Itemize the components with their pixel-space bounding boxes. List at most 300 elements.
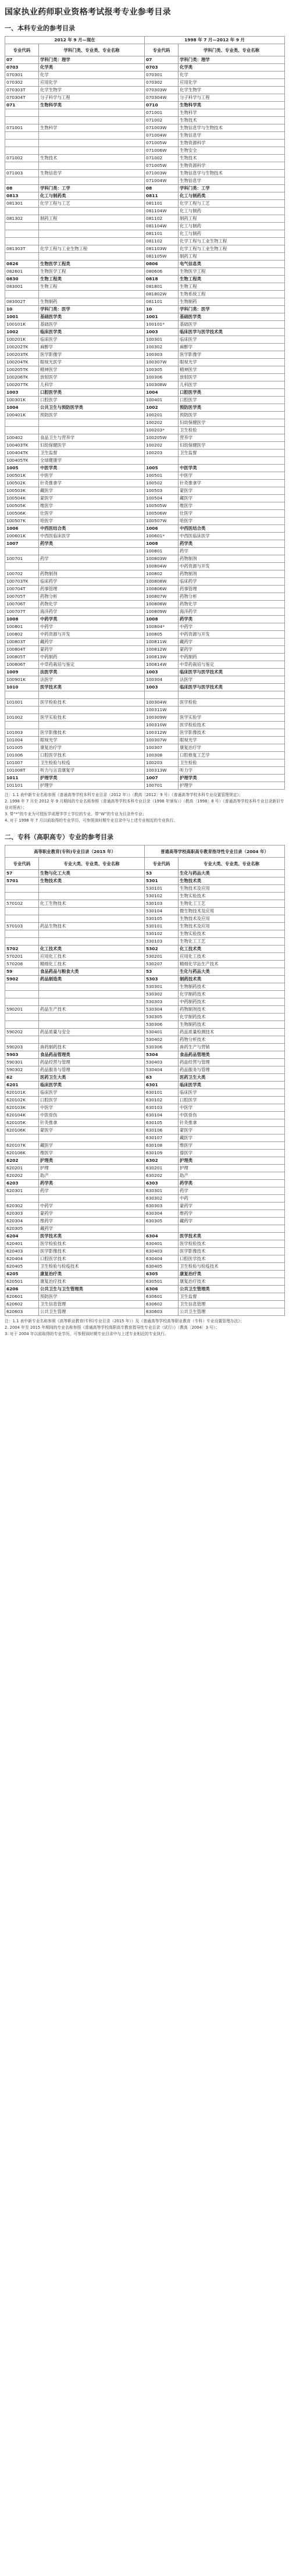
left-name-cell <box>39 991 145 998</box>
left-code-cell: 6205 <box>5 1271 39 1278</box>
right-code-cell: 5304 <box>145 1051 179 1059</box>
right-name-cell: 学科门类：工学 <box>179 185 285 192</box>
right-name-cell: 护理 <box>179 1165 285 1172</box>
table-row <box>5 654 285 661</box>
right-code-cell: 100504 <box>145 495 179 502</box>
right-code-cell: 530102 <box>145 930 179 938</box>
left-code-cell: 100206TK <box>5 374 39 381</box>
table-row <box>5 87 285 94</box>
right-name-cell: 卫生检验 <box>179 427 285 434</box>
right-name-cell: 口腔修复工艺学 <box>179 752 285 759</box>
right-code-cell: 1001 <box>145 313 179 321</box>
left-name-cell: 中药学 <box>39 1203 145 1210</box>
right-name-cell: 营养学 <box>179 434 285 442</box>
right-name-cell: 医学检验技术 <box>179 1240 285 1248</box>
right-code-cell: 100801 <box>145 548 179 555</box>
left-code-cell <box>5 915 39 923</box>
left-name-cell: 藏药学 <box>39 1225 145 1233</box>
left-name-cell <box>39 548 145 555</box>
left-name-cell <box>39 691 145 699</box>
right-code-cell: 071004W <box>145 177 179 185</box>
right-name-cell: 生物制药 <box>179 298 285 306</box>
right-name-cell: 生物技术及应用 <box>179 923 285 930</box>
left-code-cell: 620106K <box>5 1127 39 1134</box>
left-name-cell: 生物医学工程 <box>39 268 145 276</box>
right-code-cell: 100203 <box>145 759 179 767</box>
right-name-cell: 卫生信息管理 <box>179 1301 285 1308</box>
right-name-cell: 化学工程与工业生物工程 <box>179 245 285 253</box>
right-name-cell: 预防医学类 <box>179 404 285 412</box>
left-name-cell: 眼视光学 <box>39 737 145 744</box>
left-name-cell: 中药学 <box>39 623 145 631</box>
table-row <box>5 1271 285 1278</box>
right-code-cell: 53 <box>145 870 179 877</box>
right-name-cell: 医药卫生大类 <box>179 1074 285 1082</box>
right-code-cell: 530207 <box>145 961 179 968</box>
table-row <box>5 457 285 465</box>
left-name-cell: 中药制药 <box>39 654 145 661</box>
left-name-cell: 分子科学与工程 <box>39 94 145 102</box>
right-name-cell: 基础医学 <box>179 321 285 329</box>
left-name-cell <box>39 140 145 147</box>
right-name-cell <box>179 707 285 714</box>
right-name-cell: 藏医学 <box>179 1134 285 1142</box>
column-header-name: 学科门类、专业类、专业名称 <box>39 44 145 56</box>
left-name-cell: 维药学 <box>39 1218 145 1225</box>
table-row <box>5 1029 285 1036</box>
left-code-cell: 100805T <box>5 654 39 661</box>
table-row <box>5 1240 285 1248</box>
right-name-cell: 医学影像技术 <box>179 729 285 737</box>
left-code-cell <box>5 908 39 915</box>
right-code-cell: 530101 <box>145 885 179 893</box>
left-name-cell: 听力与言语康复学 <box>39 767 145 775</box>
right-code-cell: 5303 <box>145 976 179 983</box>
left-name-cell: 学科门类：理学 <box>39 56 145 64</box>
right-code-cell: 1008 <box>145 540 179 548</box>
note-line: 3. 对于 2004 年以前取得的专业学历，可参照该时期专业目录中与上述专业相近的专业执行。 <box>5 1332 169 1336</box>
right-code-cell: 63 <box>145 1074 179 1082</box>
left-name-cell <box>39 998 145 1006</box>
left-name-cell: 化工生物技术 <box>39 900 145 908</box>
left-name-cell: 卫生检验与检疫技术 <box>39 1263 145 1271</box>
right-name-cell: 生物化工工艺 <box>179 938 285 946</box>
right-code-cell: 530306 <box>145 1044 179 1051</box>
right-name-cell: 生化与药品大类 <box>179 870 285 877</box>
right-name-cell: 化学制药技术 <box>179 1014 285 1021</box>
table-row <box>5 684 285 691</box>
left-name-cell: 药品生产技术 <box>39 1006 145 1014</box>
left-code-cell: 620202 <box>5 1172 39 1180</box>
left-code-cell: 5902 <box>5 976 39 983</box>
table-row <box>5 185 285 192</box>
left-code-cell: 100901K <box>5 676 39 684</box>
table-row <box>5 1187 285 1195</box>
right-name-cell: 生物工程 <box>179 283 285 291</box>
left-name-cell: 中西医结合类 <box>39 525 145 533</box>
right-code-cell: 070302 <box>145 79 179 87</box>
right-code-cell: 100304W <box>145 699 179 707</box>
table-row <box>5 540 285 548</box>
left-code-cell: 62 <box>5 1074 39 1082</box>
right-name-cell: 中药 <box>179 1195 285 1203</box>
left-code-cell: 100801 <box>5 623 39 631</box>
left-code-cell: 100803T <box>5 638 39 646</box>
left-code-cell: 100601K <box>5 533 39 540</box>
table-row <box>5 1142 285 1150</box>
left-name-cell: 预防医学 <box>39 412 145 419</box>
table-row <box>5 434 285 442</box>
right-code-cell: 530305 <box>145 1014 179 1021</box>
table-row <box>5 525 285 533</box>
right-code-cell <box>145 457 179 465</box>
right-name-cell: 中药制药 <box>179 654 285 661</box>
table-row <box>5 64 285 72</box>
left-name-cell: 基础医学 <box>39 321 145 329</box>
left-code-cell: 0830 <box>5 276 39 283</box>
left-code-cell <box>5 1036 39 1044</box>
table-row <box>5 870 285 877</box>
table-row <box>5 94 285 102</box>
left-name-cell: 药物分析 <box>39 593 145 601</box>
table-row <box>5 109 285 117</box>
left-name-cell: 药事管理 <box>39 586 145 593</box>
table-row <box>5 699 285 707</box>
right-name-cell: 生物实验技术 <box>179 893 285 900</box>
table-row <box>5 245 285 253</box>
column-header-name: 专业大类、专业类、专业名称 <box>39 858 145 870</box>
right-name-cell: 医学检验技术 <box>179 722 285 729</box>
left-code-cell: 1010 <box>5 684 39 691</box>
table-row <box>5 1150 285 1157</box>
right-code-cell: 100201 <box>145 412 179 419</box>
right-name-cell: 中医学 <box>179 1104 285 1112</box>
right-name-cell: 化工与制药 <box>179 230 285 238</box>
left-code-cell: 101101 <box>5 782 39 790</box>
right-name-cell: 药品质量检测技术 <box>179 1029 285 1036</box>
table-row <box>5 991 285 998</box>
right-code-cell: 100811W <box>145 638 179 646</box>
right-code-cell: 630201 <box>145 1165 179 1172</box>
table-row <box>5 586 285 593</box>
left-code-cell <box>5 1014 39 1021</box>
left-name-cell: 口腔医学 <box>39 1097 145 1104</box>
left-name-cell: 法医学 <box>39 676 145 684</box>
right-name-cell: 化工技术类 <box>179 946 285 953</box>
left-code-cell <box>5 223 39 230</box>
left-name-cell: 口腔医学类 <box>39 389 145 397</box>
left-code-cell: 101005 <box>5 744 39 752</box>
left-code-cell <box>5 253 39 261</box>
right-name-cell: 生物化工工艺 <box>179 900 285 908</box>
left-name-cell: 眼视光医学 <box>39 359 145 366</box>
right-code-cell: 071002 <box>145 117 179 124</box>
left-code-cell <box>5 230 39 238</box>
right-name-cell <box>179 457 285 465</box>
table-row <box>5 480 285 487</box>
left-name-cell: 生物与化工大类 <box>39 870 145 877</box>
table-row <box>5 147 285 155</box>
right-name-cell: 卫生监督 <box>179 449 285 457</box>
left-code-cell <box>5 1021 39 1029</box>
table-row <box>5 374 285 381</box>
right-code-cell: 100601* <box>145 533 179 540</box>
right-name-cell: 药学类 <box>179 540 285 548</box>
left-code-cell: 083002T <box>5 298 39 306</box>
right-code-cell: 100804* <box>145 623 179 631</box>
table-row <box>5 215 285 223</box>
right-name-cell: 学科门类：理学 <box>179 56 285 64</box>
page-title: 国家执业药师职业资格考试报考专业参考目录 <box>5 8 171 17</box>
right-name-cell: 法医学 <box>179 676 285 684</box>
left-name-cell <box>39 1134 145 1142</box>
right-code-cell: 071003W <box>145 170 179 177</box>
right-code-cell: 081103W <box>145 245 179 253</box>
right-name-cell: 生物信息学 <box>179 177 285 185</box>
left-name-cell: 精神医学 <box>39 366 145 374</box>
right-name-cell: 临床医学与医学技术类 <box>179 669 285 676</box>
table-row <box>5 412 285 419</box>
right-code-cell: 100313W <box>145 767 179 775</box>
table-row <box>5 276 285 283</box>
right-name-cell: 电气信息类 <box>179 261 285 268</box>
right-name-cell: 化学类 <box>179 64 285 72</box>
left-code-cell: 620302 <box>5 1203 39 1210</box>
right-code-cell: 100814W <box>145 661 179 669</box>
left-name-cell: 壮医学 <box>39 510 145 518</box>
left-code-cell: 100506K <box>5 510 39 518</box>
left-code-cell: 1009 <box>5 669 39 676</box>
right-name-cell: 生物科学 <box>179 109 285 117</box>
table-row <box>5 253 285 261</box>
left-code-cell: 100203TK <box>5 351 39 359</box>
right-code-cell: 100812W <box>145 646 179 654</box>
right-code-cell: 530103 <box>145 938 179 946</box>
table-row <box>5 661 285 669</box>
table-row <box>5 155 285 162</box>
left-code-cell <box>5 427 39 434</box>
right-name-cell: 哈医学 <box>179 518 285 525</box>
left-code-cell: 10 <box>5 306 39 313</box>
left-code-cell: 6202 <box>5 1157 39 1165</box>
section2-notes <box>5 1318 284 1337</box>
left-code-cell: 570103 <box>5 923 39 930</box>
left-code-cell: 1006 <box>5 525 39 533</box>
table-row <box>5 465 285 472</box>
left-code-cell: 101004 <box>5 737 39 744</box>
left-name-cell: 蒙医学 <box>39 495 145 502</box>
right-name-cell: 生物资源科学 <box>179 162 285 170</box>
left-code-cell: 101003 <box>5 729 39 737</box>
right-name-cell: 生物系统工程 <box>179 291 285 298</box>
right-name-cell: 蒙药学 <box>179 1203 285 1210</box>
table-row <box>5 1021 285 1029</box>
left-name-cell: 预防医学 <box>39 1293 145 1301</box>
left-name-cell: 化学类 <box>39 64 145 72</box>
right-name-cell: 医学实验学 <box>179 714 285 722</box>
left-name-cell: 中草药栽培与鉴定 <box>39 661 145 669</box>
right-code-cell: 080606 <box>145 268 179 276</box>
right-code-cell: 0806 <box>145 261 179 268</box>
left-code-cell: 590301 <box>5 1059 39 1066</box>
left-code-cell: 590201 <box>5 1006 39 1014</box>
right-code-cell: 530102 <box>145 893 179 900</box>
left-code-cell: 1008 <box>5 616 39 623</box>
section1-title: 一、本科专业的参考目录 <box>5 24 75 32</box>
right-code-cell: 6306 <box>145 1286 179 1293</box>
table-row <box>5 449 285 457</box>
table-row <box>5 961 285 968</box>
right-name-cell <box>179 1225 285 1233</box>
table-row <box>5 313 285 321</box>
left-name-cell: 医学影像学 <box>39 351 145 359</box>
right-name-cell: 药物分析 <box>179 593 285 601</box>
right-name-cell: 中医学类 <box>179 465 285 472</box>
right-name-cell: 卫生检验与检疫技术 <box>179 1263 285 1271</box>
right-code-cell: 1006 <box>145 525 179 533</box>
right-name-cell: 生物信息学与生物技术 <box>179 170 285 177</box>
right-code-cell: 630405 <box>145 1263 179 1271</box>
left-name-cell <box>39 132 145 140</box>
right-name-cell: 儿科医学 <box>179 381 285 389</box>
right-code-cell: 081101 <box>145 200 179 208</box>
left-code-cell: 100205TK <box>5 366 39 374</box>
note-line: 2. 1998 年 7 月至 2012 年 9 月期间的专业名称参照《普通高等学校本科专业目录（1998 年颁布）》（教高〔1998〕8 号）《普通高等学校本科专业目录新旧专业对照表》； <box>5 799 284 810</box>
left-name-cell: 药物化学 <box>39 601 145 608</box>
right-code-cell: 100701 <box>145 782 179 790</box>
table-row <box>5 1044 285 1051</box>
right-code-cell: 630103 <box>145 1104 179 1112</box>
left-name-cell: 中医骨伤 <box>39 1112 145 1119</box>
table-row <box>5 1308 285 1316</box>
right-code-cell: 100202 <box>145 419 179 427</box>
right-name-cell: 医学影像学 <box>179 351 285 359</box>
right-name-cell: 傣医学 <box>179 1150 285 1157</box>
left-code-cell: 101007 <box>5 759 39 767</box>
right-name-cell: 眼视光学 <box>179 737 285 744</box>
right-code-cell: 530306 <box>145 1021 179 1029</box>
left-name-cell: 公共卫生与预防医学类 <box>39 404 145 412</box>
left-code-cell: 101001 <box>5 699 39 707</box>
right-code-cell: 100802 <box>145 570 179 578</box>
left-name-cell: 针灸推拿学 <box>39 480 145 487</box>
right-name-cell: 维医学 <box>179 1142 285 1150</box>
right-name-cell: 药物制剂技术 <box>179 1006 285 1014</box>
table-row <box>5 1036 285 1044</box>
right-name-cell: 口腔医学 <box>179 397 285 404</box>
table-row <box>5 623 285 631</box>
right-code-cell: 071005W <box>145 162 179 170</box>
note-line: 3. 带“*”的专业为可授医学或理学学士学位的专业。带“W”的专业为目录外专业； <box>5 812 147 816</box>
left-name-cell: 药学 <box>39 555 145 563</box>
table-row <box>5 1248 285 1255</box>
left-code-cell <box>5 930 39 938</box>
table-row <box>5 1225 285 1233</box>
right-name-cell: 中西医结合类 <box>179 525 285 533</box>
table-row <box>5 885 285 893</box>
left-name-cell: 公共卫生与卫生管理类 <box>39 1286 145 1293</box>
right-code-cell: 100101* <box>145 321 179 329</box>
right-code-cell: 630108 <box>145 1142 179 1150</box>
left-name-cell <box>39 563 145 570</box>
left-code-cell: 620303 <box>5 1210 39 1218</box>
right-name-cell: 药学 <box>179 548 285 555</box>
right-name-cell: 药品经营与管理 <box>179 1059 285 1066</box>
column-header-name: 学科门类、专业类、专业名称 <box>179 44 285 56</box>
left-code-cell <box>5 177 39 185</box>
left-code-cell: 620304 <box>5 1218 39 1225</box>
left-name-cell: 法医学类 <box>39 669 145 676</box>
table-row <box>5 616 285 623</box>
right-code-cell: 0703 <box>145 64 179 72</box>
column-header-code: 专业代码 <box>5 44 39 56</box>
right-code-cell: 100311W <box>145 707 179 714</box>
note-line: 注：1.1 表中新专业名称参照《高等职业教育(专科)专业目录（2015 年）》及《普通高等学校高等职业教育（专科）专业设置管理办法》； <box>5 1319 244 1323</box>
left-name-cell: 药物制剂 <box>39 570 145 578</box>
table-row <box>5 998 285 1006</box>
left-name-cell: 医学检验技术 <box>39 699 145 707</box>
left-name-cell: 学科门类：医学 <box>39 306 145 313</box>
right-code-cell: 530403 <box>145 1059 179 1066</box>
right-code-cell: 071005W <box>145 140 179 147</box>
table-row <box>5 548 285 555</box>
right-code-cell: 630501 <box>145 1278 179 1286</box>
right-name-cell: 生物信息学与生物技术 <box>179 124 285 132</box>
left-code-cell: 620104K <box>5 1112 39 1119</box>
right-code-cell: 081802W <box>145 291 179 298</box>
left-name-cell: 中医学类 <box>39 465 145 472</box>
right-name-cell: 蒙医学 <box>179 487 285 495</box>
right-code-cell: 100804W <box>145 563 179 570</box>
right-code-cell: 5302 <box>145 946 179 953</box>
right-code-cell: 6305 <box>145 1271 179 1278</box>
table-row <box>5 79 285 87</box>
left-code-cell <box>5 893 39 900</box>
table-row <box>5 336 285 344</box>
right-code-cell: 100808W <box>145 601 179 608</box>
left-code-cell: 101008T <box>5 767 39 775</box>
table-row <box>5 200 285 208</box>
left-name-cell: 医学影像技术 <box>39 1248 145 1255</box>
table-row <box>5 676 285 684</box>
table-row <box>5 737 285 744</box>
right-code-cell: 071001 <box>145 109 179 117</box>
table-row <box>5 714 285 722</box>
left-code-cell: 100702 <box>5 570 39 578</box>
left-code-cell: 100502K <box>5 480 39 487</box>
left-name-cell: 公共卫生管理 <box>39 1308 145 1316</box>
right-name-cell: 临床医学 <box>179 336 285 344</box>
right-code-cell: 1002 <box>145 404 179 412</box>
table-row <box>5 419 285 427</box>
left-code-cell: 070304T <box>5 94 39 102</box>
right-code-cell: 100304 <box>145 676 179 684</box>
table-row <box>5 329 285 336</box>
right-name-cell: 化工与制药 <box>179 223 285 230</box>
table-row <box>5 1180 285 1187</box>
right-code-cell: 530301 <box>145 983 179 991</box>
left-code-cell: 570208 <box>5 961 39 968</box>
right-name-cell: 中西医临床医学 <box>179 533 285 540</box>
table-row <box>5 570 285 578</box>
right-code-cell: 100312W <box>145 729 179 737</box>
right-name-cell: 医学检验 <box>179 699 285 707</box>
table-row <box>5 1255 285 1263</box>
left-code-cell: 620103K <box>5 1104 39 1112</box>
left-code-cell: 620301 <box>5 1187 39 1195</box>
right-code-cell <box>145 1225 179 1233</box>
right-name-cell: 化学工程与工业生物工程 <box>179 238 285 245</box>
